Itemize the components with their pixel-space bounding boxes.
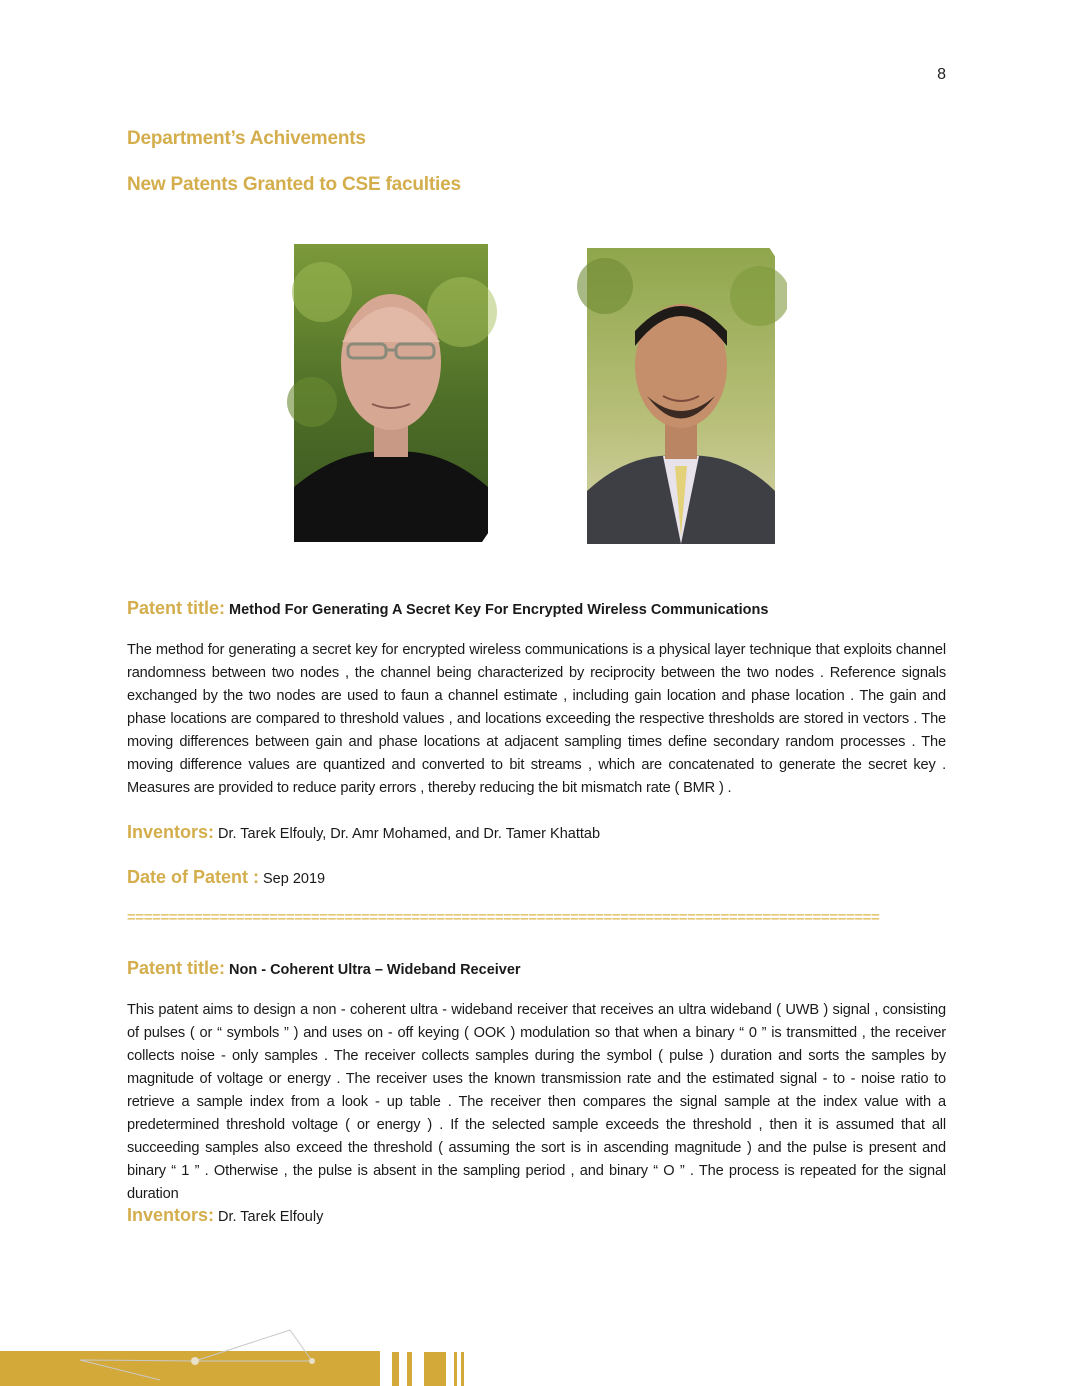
patent2-title-label: Patent title: — [127, 958, 226, 978]
patent1-date-row — [127, 867, 325, 888]
patent1-title-row — [127, 598, 768, 619]
footer-bar-2 — [407, 1352, 412, 1386]
patent1-inventors-row — [127, 822, 600, 843]
footer-bar-1 — [392, 1352, 399, 1386]
page-number: 8 — [937, 66, 946, 83]
footer-bar-3 — [424, 1352, 446, 1386]
footer-bar-5 — [461, 1352, 464, 1386]
patent1-title: Method For Generating A Secret Key For Encrypted Wireless Communications — [229, 602, 769, 618]
patent1-date-label: Date of Patent : — [127, 867, 260, 887]
patent1-inventors-label: Inventors: — [127, 822, 215, 842]
patent2-inventors: Dr. Tarek Elfouly — [218, 1209, 324, 1225]
patent2-title: Non - Coherent Ultra – Wideband Receiver — [229, 962, 521, 978]
patent2-inventors-row — [127, 1205, 323, 1226]
faculty-photo-2 — [575, 236, 787, 556]
patent1-date: Sep 2019 — [263, 871, 326, 887]
patent2-title-row — [127, 958, 521, 979]
patent1-inventors: Dr. Tarek Elfouly, Dr. Amr Mohamed, and Dr. Tamer Khattab — [218, 826, 601, 842]
patents-heading: New Patents Granted to CSE faculties — [127, 174, 461, 195]
department-heading: Department’s Achivements — [127, 128, 366, 149]
section-divider: ========================================================================================== — [127, 909, 880, 926]
patent1-description: The method for generating a secret key for encrypted wireless communications is a physical layer technique that exploits channel randomness between two nodes , the channel being characterized by reciprocity between the two nodes . Reference signals exchanged by the two nodes are used to faun a channel estimate , including gain location and phase location . The gain and phase locations are compared to threshold values , and locations exceeding the respective thresholds are stored in vectors . The moving differences between gain and phase locations at adjacent sampling times define secondary random processes . The moving difference values are quantized and converted to bit streams , which are concatenated to generate the secret key . Measures are provided to reduce parity errors , thereby reducing the bit mismatch rate ( BMR ) . — [127, 642, 946, 796]
patent1-title-label: Patent title: — [127, 598, 226, 618]
patent2-description: This patent aims to design a non - coherent ultra - wideband receiver that receives an ultra wideband ( UWB ) signal , consisting of pulses ( or “ symbols ” ) and uses on - off keying ( OOK ) modulation so that when a binary “ 0 ” is transmitted , the receiver collects noise - only samples . The receiver collects samples during the symbol ( pulse ) duration and sorts the samples by magnitude of voltage or energy . The receiver uses the known transmission rate and the estimated signal - to - noise ratio to retrieve a sample index from a look - up table . The receiver then compares the signal sample at the index value with a predetermined threshold voltage ( or energy ) . If the selected sample exceeds the threshold , then it is assumed that all succeeding samples also exceed the threshold ( assuming the sort is in ascending magnitude ) and the pulse is present and binary “ 1 ” . Otherwise , the pulse is absent in the sampling period , and binary “ O ” . The process is repeated for the signal duration — [127, 1002, 946, 1202]
patent2-inventors-label: Inventors: — [127, 1205, 215, 1225]
faculty-photo-1 — [282, 232, 500, 554]
footer-bar-4 — [454, 1352, 457, 1386]
